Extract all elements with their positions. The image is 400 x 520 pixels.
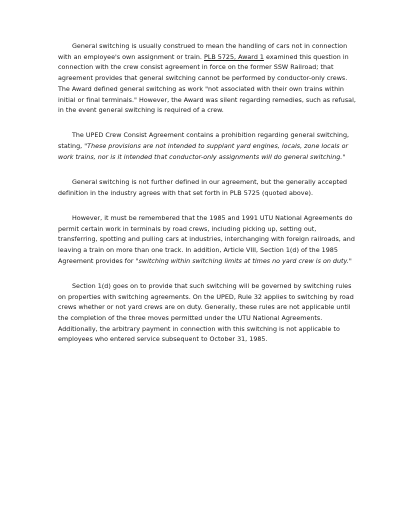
paragraph-national-agreements xyxy=(58,214,356,268)
text-segment: General switching is usually construed to mean the handling of cars not in connection with an employee's own assignment or train. xyxy=(58,43,348,61)
text-segment: The UPED Crew Consist Agreement contains a prohibition regarding general switching, stating, " xyxy=(58,132,350,151)
text-segment: " xyxy=(348,257,352,265)
text-segment: " xyxy=(342,153,346,161)
text-segment: Section 1(d) goes on to provide that such switching will be governed by switching rules on properties with switching agreements. On the UPED, Rule 32 applies to switching by road crews whether or not yard crews are on duty. Generally, these rules are not applicable until the completion of the three moves permitted under the UTU National Agreements. Additionally, the arbitrary payment in connection with this switching is not applicable to employees who entered service subsequent to October 31, 1985. xyxy=(58,282,354,344)
text-segment: General switching is not further defined in our agreement, but the generally accepted definition in the industry agrees with that set forth in PLB 5725 (quoted above). xyxy=(58,179,348,197)
quoted-provision: switching within switching limits at times no yard crew is on duty. xyxy=(138,257,349,265)
paragraph-section-1d xyxy=(58,282,356,346)
paragraph-crew-consist-agreement xyxy=(58,131,356,163)
text-segment: However, it must be remembered that the 1985 and 1991 UTU National Agreements do permit certain work in terminals by road crews, including picking up, setting out, transferring, spotting and pulling cars at industries, interchanging with foreign railroads, and leaving a train on more than one track. In addition, Article VIII, Section 1(d) of the 1985 Agreement provides for " xyxy=(58,214,355,265)
text-segment: examined this question in connection with the crew consist agreement in force on the former SSW Railroad; that agreement provides that general switching cannot be performed by conductor-only crews. The Award defined general switching as work "not associated with their own trains within initial or final terminals." However, the Award was silent regarding remedies, such as refusal, in the event general switching is required of a crew. xyxy=(58,53,356,115)
award-reference: PLB 5725, Award 1 xyxy=(203,53,264,61)
quoted-provision: These provisions are not intended to supplant yard engines, locals, zone locals or work trains, nor is it intended that conductor-only assignments will do general switching. xyxy=(58,143,349,161)
paragraph-accepted-definition xyxy=(58,178,356,199)
paragraph-general-switching-definition xyxy=(58,42,356,117)
